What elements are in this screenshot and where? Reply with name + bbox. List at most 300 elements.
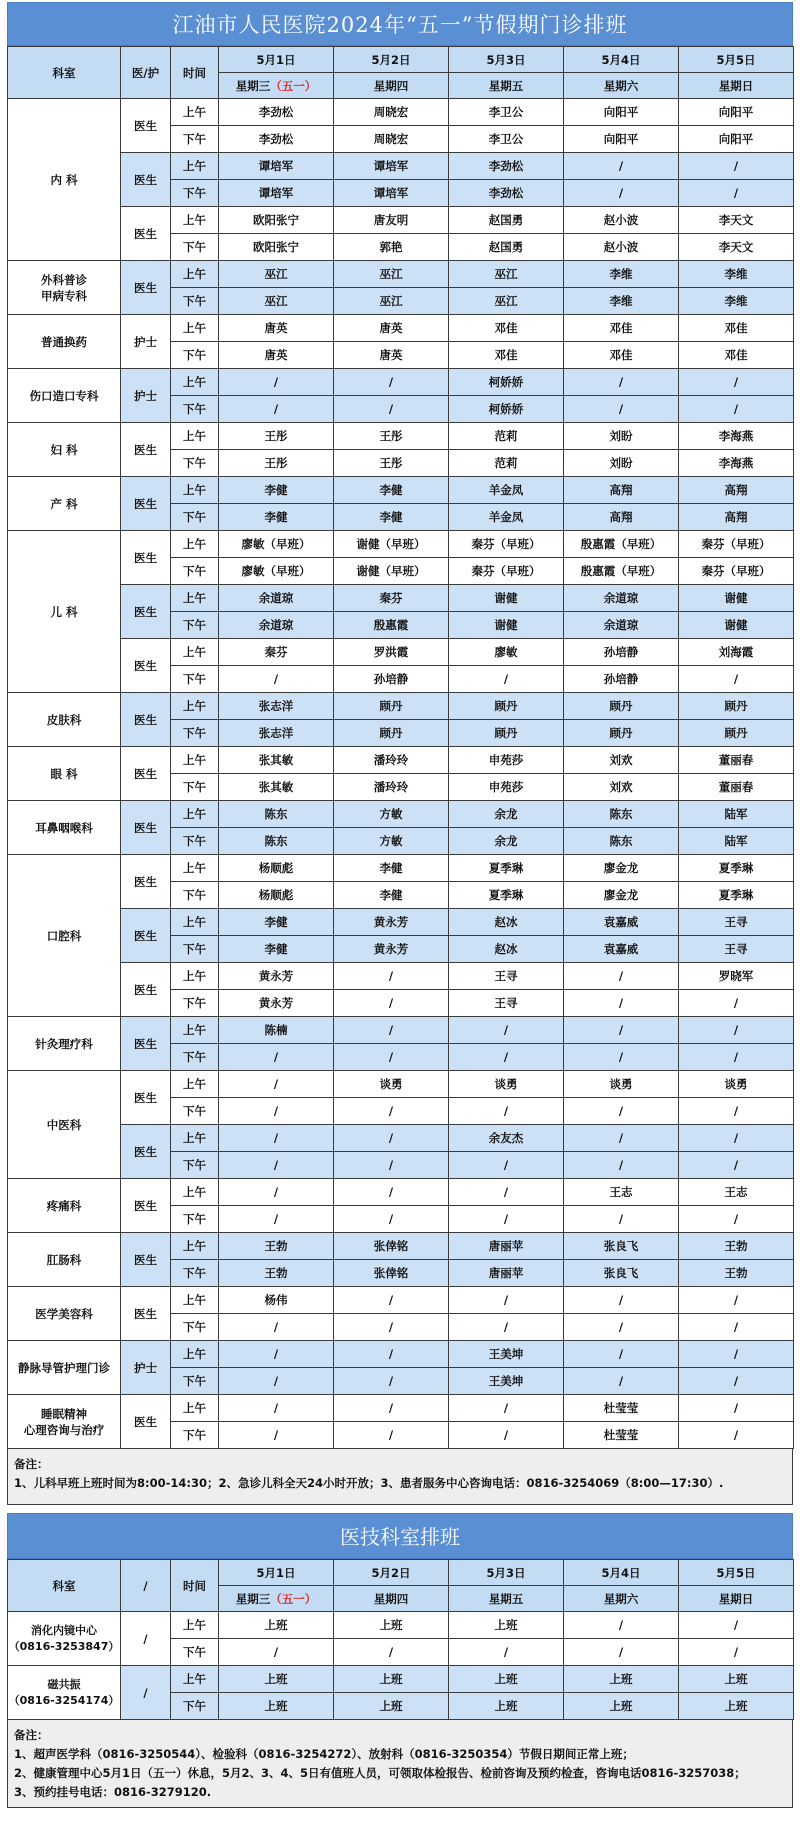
schedule-cell: / bbox=[564, 1125, 679, 1152]
schedule-cell: / bbox=[334, 990, 449, 1017]
department-name: 睡眠精神 心理咨询与治疗 bbox=[8, 1395, 121, 1449]
schedule-cell: 赵国勇 bbox=[449, 234, 564, 261]
schedule-cell: / bbox=[219, 1422, 334, 1449]
schedule-cell: 王勃 bbox=[219, 1260, 334, 1287]
schedule-cell: 王彤 bbox=[219, 423, 334, 450]
schedule-cell: 余龙 bbox=[449, 801, 564, 828]
schedule-cell: / bbox=[334, 1125, 449, 1152]
schedule-cell: 上班 bbox=[449, 1666, 564, 1693]
role-label: 医生 bbox=[121, 963, 171, 1017]
schedule-cell: / bbox=[449, 1098, 564, 1125]
department-name: 肛肠科 bbox=[8, 1233, 121, 1287]
schedule-cell: 赵国勇 bbox=[449, 207, 564, 234]
schedule-cell: 谢健（早班） bbox=[334, 558, 449, 585]
time-slot: 下午 bbox=[171, 396, 219, 423]
schedule-cell: 陆军 bbox=[679, 828, 794, 855]
holiday-mark: （五一） bbox=[270, 78, 317, 93]
schedule-cell: 巫江 bbox=[449, 261, 564, 288]
schedule-cell: / bbox=[449, 1152, 564, 1179]
schedule-cell: / bbox=[564, 153, 679, 180]
schedule-cell: 谈勇 bbox=[449, 1071, 564, 1098]
role-label: 医生 bbox=[121, 1125, 171, 1179]
schedule-cell: / bbox=[679, 1125, 794, 1152]
schedule-cell: 高翔 bbox=[564, 477, 679, 504]
schedule-cell: 申苑莎 bbox=[449, 747, 564, 774]
schedule-cell: 邓佳 bbox=[449, 315, 564, 342]
schedule-cell: 李健 bbox=[334, 477, 449, 504]
schedule-row bbox=[8, 99, 794, 126]
schedule-cell: 谈勇 bbox=[564, 1071, 679, 1098]
notes-outpatient bbox=[7, 1449, 793, 1505]
schedule-cell: / bbox=[679, 1422, 794, 1449]
time-slot: 下午 bbox=[171, 1152, 219, 1179]
schedule-cell: / bbox=[334, 1206, 449, 1233]
schedule-cell: 顾丹 bbox=[679, 693, 794, 720]
schedule-cell: 李维 bbox=[564, 261, 679, 288]
time-slot: 上午 bbox=[171, 1612, 219, 1639]
schedule-cell: 潘玲玲 bbox=[334, 747, 449, 774]
schedule-cell: 王彤 bbox=[334, 423, 449, 450]
header-dept: 科室 bbox=[8, 1560, 121, 1612]
schedule-cell: 郭艳 bbox=[334, 234, 449, 261]
role-label: / bbox=[121, 1666, 171, 1720]
time-slot: 下午 bbox=[171, 882, 219, 909]
time-slot: 下午 bbox=[171, 288, 219, 315]
role-label: 医生 bbox=[121, 531, 171, 585]
department-name: 内 科 bbox=[8, 99, 121, 261]
schedule-cell: 李天文 bbox=[679, 207, 794, 234]
schedule-cell: 陈东 bbox=[564, 828, 679, 855]
header-weekday bbox=[219, 1586, 334, 1612]
time-slot: 下午 bbox=[171, 234, 219, 261]
schedule-cell: 杨顺彪 bbox=[219, 882, 334, 909]
header-date: 5月1日 bbox=[219, 47, 334, 73]
schedule-cell: 李健 bbox=[219, 504, 334, 531]
schedule-cell: 杨顺彪 bbox=[219, 855, 334, 882]
schedule-cell: / bbox=[334, 1341, 449, 1368]
department-name: 儿 科 bbox=[8, 531, 121, 693]
schedule-cell: / bbox=[449, 1017, 564, 1044]
schedule-cell: 范莉 bbox=[449, 423, 564, 450]
schedule-cell: / bbox=[564, 1152, 679, 1179]
schedule-cell: / bbox=[449, 1179, 564, 1206]
header-date: 5月2日 bbox=[334, 1560, 449, 1586]
schedule-cell: 余道琼 bbox=[564, 585, 679, 612]
schedule-cell: 李劲松 bbox=[219, 99, 334, 126]
role-label: 医生 bbox=[121, 585, 171, 639]
header-date: 5月2日 bbox=[334, 47, 449, 73]
header-date: 5月3日 bbox=[449, 1560, 564, 1586]
schedule-row bbox=[8, 1341, 794, 1368]
header-weekday bbox=[219, 73, 334, 99]
schedule-cell: 巫江 bbox=[219, 261, 334, 288]
schedule-cell: 刘欢 bbox=[564, 747, 679, 774]
schedule-row bbox=[8, 153, 794, 180]
schedule-row bbox=[8, 639, 794, 666]
time-slot: 下午 bbox=[171, 126, 219, 153]
time-slot: 下午 bbox=[171, 504, 219, 531]
schedule-cell: / bbox=[219, 1639, 334, 1666]
time-slot: 下午 bbox=[171, 828, 219, 855]
role-label: 医生 bbox=[121, 1287, 171, 1341]
schedule-cell: / bbox=[334, 1395, 449, 1422]
schedule-cell: / bbox=[679, 1044, 794, 1071]
outpatient-schedule-table bbox=[7, 46, 794, 1449]
schedule-row bbox=[8, 531, 794, 558]
time-slot: 上午 bbox=[171, 855, 219, 882]
schedule-row bbox=[8, 477, 794, 504]
schedule-cell: 李健 bbox=[219, 936, 334, 963]
schedule-cell: 陈东 bbox=[564, 801, 679, 828]
time-slot: 下午 bbox=[171, 1044, 219, 1071]
schedule-cell: / bbox=[564, 1314, 679, 1341]
time-slot: 上午 bbox=[171, 315, 219, 342]
schedule-cell: 唐英 bbox=[334, 315, 449, 342]
schedule-cell: 王勃 bbox=[219, 1233, 334, 1260]
time-slot: 下午 bbox=[171, 558, 219, 585]
schedule-page bbox=[7, 2, 793, 1808]
department-name: 静脉导管护理门诊 bbox=[8, 1341, 121, 1395]
department-name: 口腔科 bbox=[8, 855, 121, 1017]
header-weekday: 星期六 bbox=[564, 1586, 679, 1612]
tech-department-name: 消化内镜中心 （0816-3253847） bbox=[8, 1612, 121, 1666]
schedule-cell: 谢健 bbox=[679, 612, 794, 639]
schedule-cell: 顾丹 bbox=[334, 720, 449, 747]
schedule-row bbox=[8, 1395, 794, 1422]
schedule-cell: / bbox=[564, 369, 679, 396]
schedule-cell: 欧阳张宁 bbox=[219, 234, 334, 261]
schedule-cell: / bbox=[679, 1098, 794, 1125]
schedule-cell: 巫江 bbox=[449, 288, 564, 315]
schedule-cell: / bbox=[564, 1098, 679, 1125]
schedule-cell: / bbox=[449, 1206, 564, 1233]
header-role: / bbox=[121, 1560, 171, 1612]
schedule-cell: 周晓宏 bbox=[334, 99, 449, 126]
schedule-cell: 李健 bbox=[334, 504, 449, 531]
schedule-cell: / bbox=[334, 396, 449, 423]
schedule-cell: 李卫公 bbox=[449, 99, 564, 126]
schedule-cell: 李海燕 bbox=[679, 450, 794, 477]
schedule-cell: 张良飞 bbox=[564, 1260, 679, 1287]
schedule-cell: 陈东 bbox=[219, 801, 334, 828]
department-name: 医学美容科 bbox=[8, 1287, 121, 1341]
time-slot: 上午 bbox=[171, 477, 219, 504]
schedule-cell: 王寻 bbox=[679, 909, 794, 936]
schedule-cell: 谢健 bbox=[449, 612, 564, 639]
schedule-cell: 谢健 bbox=[679, 585, 794, 612]
role-label: 医生 bbox=[121, 693, 171, 747]
schedule-cell: 顾丹 bbox=[334, 693, 449, 720]
schedule-cell: / bbox=[679, 1395, 794, 1422]
schedule-cell: 欧阳张宁 bbox=[219, 207, 334, 234]
schedule-cell: 谈勇 bbox=[679, 1071, 794, 1098]
schedule-cell: 刘海霞 bbox=[679, 639, 794, 666]
schedule-cell: / bbox=[679, 1341, 794, 1368]
role-label: 护士 bbox=[121, 315, 171, 369]
schedule-cell: 张志洋 bbox=[219, 720, 334, 747]
schedule-cell: 李健 bbox=[219, 909, 334, 936]
time-slot: 下午 bbox=[171, 990, 219, 1017]
schedule-cell: 殷惠霞 bbox=[334, 612, 449, 639]
schedule-cell: 李卫公 bbox=[449, 126, 564, 153]
time-slot: 上午 bbox=[171, 1341, 219, 1368]
schedule-cell: / bbox=[679, 1639, 794, 1666]
schedule-cell: / bbox=[564, 1612, 679, 1639]
time-slot: 上午 bbox=[171, 207, 219, 234]
schedule-cell: 王彤 bbox=[219, 450, 334, 477]
schedule-cell: / bbox=[679, 396, 794, 423]
schedule-cell: 赵小波 bbox=[564, 234, 679, 261]
schedule-row bbox=[8, 693, 794, 720]
schedule-cell: 向阳平 bbox=[564, 126, 679, 153]
schedule-cell: / bbox=[679, 1368, 794, 1395]
schedule-cell: 高翔 bbox=[679, 504, 794, 531]
schedule-cell: 羊金凤 bbox=[449, 477, 564, 504]
schedule-cell: 张倖铭 bbox=[334, 1233, 449, 1260]
notes-text: 1、儿科早班上班时间为8:00-14:30；2、急诊儿科全天24小时开放；3、患者服务中心咨询电话：0816-3254069（8:00—17:30）. bbox=[14, 1476, 724, 1490]
schedule-cell: / bbox=[564, 1044, 679, 1071]
notes-line: 1、超声医学科（0816-3250544）、检验科（0816-3254272）、放射科（0816-3250354）节假日期间正常上班； bbox=[14, 1747, 634, 1761]
schedule-cell: 上班 bbox=[449, 1612, 564, 1639]
schedule-cell: / bbox=[219, 1152, 334, 1179]
schedule-cell: 谭培军 bbox=[334, 153, 449, 180]
schedule-row bbox=[8, 1287, 794, 1314]
schedule-cell: 殷惠霞（早班） bbox=[564, 558, 679, 585]
schedule-cell: 高翔 bbox=[564, 504, 679, 531]
schedule-cell: 夏季琳 bbox=[449, 855, 564, 882]
schedule-cell: 王寻 bbox=[449, 990, 564, 1017]
schedule-cell: 邓佳 bbox=[564, 342, 679, 369]
schedule-cell: / bbox=[334, 369, 449, 396]
schedule-cell: 张其敏 bbox=[219, 774, 334, 801]
schedule-cell: / bbox=[564, 1287, 679, 1314]
schedule-cell: 上班 bbox=[219, 1693, 334, 1720]
time-slot: 上午 bbox=[171, 153, 219, 180]
tech-department-name: 磁共振 （0816-3254174） bbox=[8, 1666, 121, 1720]
schedule-cell: 方敏 bbox=[334, 801, 449, 828]
schedule-cell: 柯娇娇 bbox=[449, 369, 564, 396]
schedule-cell: 申苑莎 bbox=[449, 774, 564, 801]
schedule-cell: 上班 bbox=[334, 1693, 449, 1720]
schedule-row bbox=[8, 1017, 794, 1044]
schedule-cell: 唐丽苹 bbox=[449, 1233, 564, 1260]
header-weekday: 星期五 bbox=[449, 1586, 564, 1612]
schedule-row bbox=[8, 315, 794, 342]
time-slot: 上午 bbox=[171, 1179, 219, 1206]
schedule-cell: 陈东 bbox=[219, 828, 334, 855]
time-slot: 上午 bbox=[171, 801, 219, 828]
schedule-row bbox=[8, 423, 794, 450]
schedule-cell: 余道琼 bbox=[219, 585, 334, 612]
schedule-cell: / bbox=[679, 153, 794, 180]
schedule-row bbox=[8, 207, 794, 234]
schedule-cell: 余友杰 bbox=[449, 1125, 564, 1152]
schedule-cell: 顾丹 bbox=[564, 693, 679, 720]
schedule-cell: / bbox=[679, 666, 794, 693]
schedule-cell: 周晓宏 bbox=[334, 126, 449, 153]
time-slot: 上午 bbox=[171, 1666, 219, 1693]
schedule-row bbox=[8, 747, 794, 774]
schedule-cell: / bbox=[334, 1287, 449, 1314]
role-label: / bbox=[121, 1612, 171, 1666]
schedule-cell: 邓佳 bbox=[679, 315, 794, 342]
schedule-cell: 巫江 bbox=[219, 288, 334, 315]
schedule-cell: 杨伟 bbox=[219, 1287, 334, 1314]
schedule-cell: 张志洋 bbox=[219, 693, 334, 720]
schedule-cell: / bbox=[449, 1044, 564, 1071]
time-slot: 下午 bbox=[171, 936, 219, 963]
schedule-cell: 廖金龙 bbox=[564, 855, 679, 882]
schedule-cell: / bbox=[219, 1044, 334, 1071]
schedule-cell: 向阳平 bbox=[679, 126, 794, 153]
department-name: 眼 科 bbox=[8, 747, 121, 801]
header-date: 5月5日 bbox=[679, 1560, 794, 1586]
role-label: 医生 bbox=[121, 477, 171, 531]
header-date: 5月1日 bbox=[219, 1560, 334, 1586]
schedule-cell: 刘盼 bbox=[564, 450, 679, 477]
schedule-cell: / bbox=[334, 963, 449, 990]
role-label: 医生 bbox=[121, 747, 171, 801]
time-slot: 上午 bbox=[171, 1287, 219, 1314]
schedule-cell: / bbox=[564, 1017, 679, 1044]
schedule-cell: 李维 bbox=[679, 288, 794, 315]
schedule-cell: / bbox=[334, 1098, 449, 1125]
page-title: 江油市人民医院2024年“五一”节假期门诊排班 bbox=[7, 2, 793, 46]
schedule-cell: 唐英 bbox=[334, 342, 449, 369]
time-slot: 下午 bbox=[171, 1260, 219, 1287]
schedule-cell: 上班 bbox=[564, 1693, 679, 1720]
schedule-cell: 李健 bbox=[219, 477, 334, 504]
schedule-cell: / bbox=[219, 1314, 334, 1341]
department-name: 中医科 bbox=[8, 1071, 121, 1179]
schedule-cell: 杜莹莹 bbox=[564, 1422, 679, 1449]
schedule-cell: 黄永芳 bbox=[219, 990, 334, 1017]
schedule-cell: 柯娇娇 bbox=[449, 396, 564, 423]
role-label: 医生 bbox=[121, 1071, 171, 1125]
schedule-cell: 夏季琳 bbox=[449, 882, 564, 909]
schedule-cell: / bbox=[449, 1287, 564, 1314]
schedule-cell: 唐丽苹 bbox=[449, 1260, 564, 1287]
schedule-cell: / bbox=[219, 1125, 334, 1152]
schedule-cell: 谈勇 bbox=[334, 1071, 449, 1098]
role-label: 护士 bbox=[121, 369, 171, 423]
schedule-cell: 袁嘉威 bbox=[564, 936, 679, 963]
time-slot: 上午 bbox=[171, 99, 219, 126]
schedule-row bbox=[8, 1233, 794, 1260]
role-label: 医生 bbox=[121, 1233, 171, 1287]
schedule-cell: / bbox=[219, 1395, 334, 1422]
header-dept: 科室 bbox=[8, 47, 121, 99]
schedule-cell: 王彤 bbox=[334, 450, 449, 477]
header-weekday: 星期六 bbox=[564, 73, 679, 99]
schedule-cell: 赵小波 bbox=[564, 207, 679, 234]
schedule-cell: / bbox=[679, 1017, 794, 1044]
schedule-cell: 邓佳 bbox=[679, 342, 794, 369]
schedule-cell: 张其敏 bbox=[219, 747, 334, 774]
schedule-cell: 谢健 bbox=[449, 585, 564, 612]
weekday-label: 星期三 bbox=[235, 1591, 271, 1606]
schedule-cell: 刘欢 bbox=[564, 774, 679, 801]
role-label: 医生 bbox=[121, 1017, 171, 1071]
schedule-cell: 唐友明 bbox=[334, 207, 449, 234]
schedule-cell: 谭培军 bbox=[219, 180, 334, 207]
schedule-cell: 廖敏（早班） bbox=[219, 558, 334, 585]
schedule-cell: / bbox=[564, 1639, 679, 1666]
header-weekday: 星期四 bbox=[334, 73, 449, 99]
schedule-cell: / bbox=[334, 1368, 449, 1395]
schedule-cell: 夏季琳 bbox=[679, 882, 794, 909]
time-slot: 下午 bbox=[171, 180, 219, 207]
schedule-row bbox=[8, 1179, 794, 1206]
schedule-cell: 秦芬（早班） bbox=[449, 558, 564, 585]
role-label: 医生 bbox=[121, 153, 171, 207]
schedule-cell: / bbox=[564, 1206, 679, 1233]
schedule-cell: 王寻 bbox=[679, 936, 794, 963]
schedule-cell: 顾丹 bbox=[449, 720, 564, 747]
time-slot: 上午 bbox=[171, 531, 219, 558]
schedule-cell: 上班 bbox=[449, 1693, 564, 1720]
schedule-cell: 余道琼 bbox=[219, 612, 334, 639]
schedule-cell: 顾丹 bbox=[679, 720, 794, 747]
header-weekday: 星期日 bbox=[679, 1586, 794, 1612]
role-label: 医生 bbox=[121, 855, 171, 909]
time-slot: 上午 bbox=[171, 369, 219, 396]
schedule-cell: 李维 bbox=[679, 261, 794, 288]
holiday-mark: （五一） bbox=[270, 1591, 317, 1606]
schedule-cell: 张倖铭 bbox=[334, 1260, 449, 1287]
time-slot: 下午 bbox=[171, 1206, 219, 1233]
notes-line: 3、预约挂号电话：0816-3279120. bbox=[14, 1785, 212, 1799]
schedule-cell: 孙培静 bbox=[564, 639, 679, 666]
department-name: 疼痛科 bbox=[8, 1179, 121, 1233]
header-weekday: 星期四 bbox=[334, 1586, 449, 1612]
role-label: 护士 bbox=[121, 1341, 171, 1395]
schedule-cell: 廖金龙 bbox=[564, 882, 679, 909]
header-weekday: 星期五 bbox=[449, 73, 564, 99]
time-slot: 上午 bbox=[171, 1125, 219, 1152]
schedule-cell: 殷惠霞（早班） bbox=[564, 531, 679, 558]
schedule-cell: 王志 bbox=[679, 1179, 794, 1206]
tech-schedule-table bbox=[7, 1559, 794, 1720]
time-slot: 上午 bbox=[171, 909, 219, 936]
schedule-cell: 顾丹 bbox=[449, 693, 564, 720]
notes-tech bbox=[7, 1720, 793, 1808]
schedule-cell: / bbox=[564, 1368, 679, 1395]
schedule-cell: 孙培静 bbox=[334, 666, 449, 693]
schedule-cell: / bbox=[449, 1314, 564, 1341]
schedule-cell: 李劲松 bbox=[449, 153, 564, 180]
schedule-cell: 谭培军 bbox=[334, 180, 449, 207]
department-name: 皮肤科 bbox=[8, 693, 121, 747]
time-slot: 上午 bbox=[171, 747, 219, 774]
time-slot: 下午 bbox=[171, 1314, 219, 1341]
time-slot: 下午 bbox=[171, 1639, 219, 1666]
department-name: 针灸理疗科 bbox=[8, 1017, 121, 1071]
time-slot: 下午 bbox=[171, 450, 219, 477]
time-slot: 下午 bbox=[171, 342, 219, 369]
schedule-cell: 秦芬 bbox=[219, 639, 334, 666]
time-slot: 下午 bbox=[171, 612, 219, 639]
header-date: 5月4日 bbox=[564, 47, 679, 73]
department-name: 伤口造口专科 bbox=[8, 369, 121, 423]
schedule-cell: 余道琼 bbox=[564, 612, 679, 639]
schedule-cell: / bbox=[449, 666, 564, 693]
schedule-cell: / bbox=[679, 1206, 794, 1233]
schedule-cell: / bbox=[679, 369, 794, 396]
department-name: 妇 科 bbox=[8, 423, 121, 477]
schedule-cell: 邓佳 bbox=[449, 342, 564, 369]
time-slot: 上午 bbox=[171, 1233, 219, 1260]
